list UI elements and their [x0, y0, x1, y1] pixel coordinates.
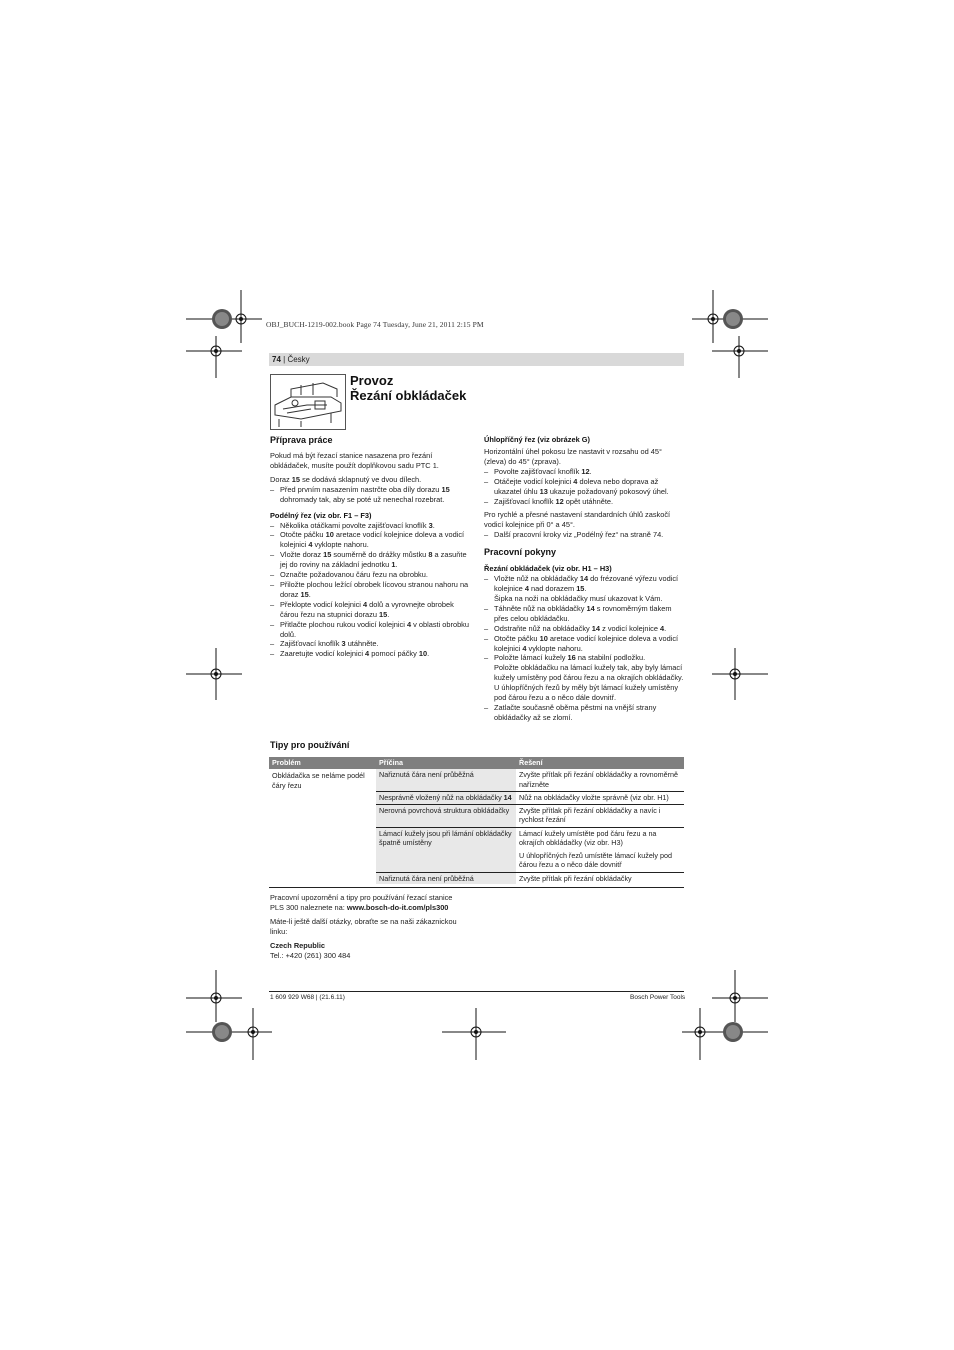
part-number: 15: [300, 589, 309, 599]
column-header-solution: Řešení: [516, 757, 684, 769]
text-fragment: .: [584, 584, 587, 594]
text-fragment: Pracovní upozornění a tipy pro používání řezací stanice PLS 300 naleznete na:: [270, 893, 453, 912]
text-fragment: Položte lámací kužely: [494, 653, 568, 663]
list-item: [270, 580, 470, 600]
page-separator: |: [280, 355, 288, 364]
text-fragment: v oblasti obrobku dolů.: [280, 619, 469, 639]
cause-cell: Nařiznutá čára není průběžná: [376, 769, 516, 792]
part-number: 16: [567, 653, 576, 663]
text-fragment: aretace vodicí kolejnice doleva a vodicí kolejnici: [280, 530, 465, 550]
text-fragment: Přiložte plochou ležící obrobek lícovou stranou nahoru na doraz: [280, 579, 469, 599]
list-item: [270, 639, 470, 649]
part-number: 4: [365, 649, 370, 659]
long-cut-list: [270, 521, 470, 660]
tile-cutting-heading: Řezání obkládaček (viz obr. H1 – H3): [484, 564, 612, 574]
text-fragment: Před prvním nasazením nastrčte oba díly dorazu: [280, 484, 442, 494]
list-item: [270, 600, 470, 620]
part-number: 4: [524, 584, 529, 594]
text-fragment: .: [308, 589, 311, 599]
text-fragment: Doraz: [270, 474, 292, 484]
preparation-list: [270, 485, 470, 505]
text-fragment: do frézované výřezu vodicí kolejnice: [494, 574, 679, 594]
text-fragment: nad dorazem: [528, 584, 577, 594]
solution-cell: Zvyšte přítlak při řezání obkládačky a navíc i rychlost řezání: [516, 804, 684, 827]
text-fragment: dohromady tak, aby se poté už nenechal rozebrat.: [280, 494, 445, 504]
title-line-2: Řezání obkládaček: [350, 388, 467, 403]
text-fragment: Povolte zajišťovací knoflík: [494, 466, 582, 476]
text-fragment: dolů a vyrovnejte obrobek čárou řezu na stupnici dorazu: [280, 599, 454, 619]
right-column: [484, 435, 684, 723]
column-header-cause: Příčina: [376, 757, 516, 769]
list-item: [484, 477, 684, 497]
text-fragment: doleva nebo doprava až ukazatel úhlu: [494, 476, 659, 496]
part-number: 15: [576, 584, 585, 594]
text-fragment: Položte obkládačku na lámací kužely tak, aby byly lámací kužely umístěny pod čárou řezu a na okrajích obkládačky. U úhlopříčných řezů by měly být lámací kužely umístěny pod čárou řezu a o něco dále dovnitř.: [494, 663, 684, 703]
part-number: 4: [362, 599, 368, 609]
text-fragment: ukazuje požadovaný pokosový úhel.: [547, 486, 669, 496]
list-item: [270, 550, 470, 570]
part-number: 4: [308, 540, 313, 550]
tips-table: [269, 757, 684, 884]
part-number: 10: [539, 633, 548, 643]
preparation-paragraph-2: [270, 475, 470, 485]
page-number: 74: [272, 355, 281, 364]
cause-cell: Nařiznutá čára není průběžná: [376, 872, 516, 884]
list-item: [270, 530, 470, 550]
cause-cell: Nerovná povrchová struktura obkládačky: [376, 804, 516, 827]
list-item: – Další pracovní kroky viz „Podélný řez“ na straně 74.: [484, 530, 684, 540]
solution-text: U úhlopříčných řezů umístěte lámací kužely pod čárou řezu a o něco dále dovnitř: [519, 850, 673, 870]
text-fragment: opět utáhněte.: [563, 496, 614, 506]
tips-heading: Tipy pro používání: [270, 740, 350, 750]
text-fragment: Odstraňte nůž na obkládačky: [494, 623, 592, 633]
solution-text: Lámací kužely umístěte pod čáru řezu a na okrajích obkládačky (viz obr. H3): [519, 828, 657, 848]
solution-cell: [516, 827, 684, 872]
part-number: 14: [503, 793, 512, 802]
text-fragment: aretace vodicí kolejnice doleva a vodicí kolejnici: [494, 633, 679, 653]
left-column: [270, 435, 470, 659]
text-fragment: Překlopte vodicí kolejnici: [280, 599, 363, 609]
part-number: 4: [573, 476, 578, 486]
table-header-row: [269, 757, 684, 769]
list-item: [484, 467, 684, 477]
list-item: [484, 604, 684, 624]
list-item: [484, 703, 684, 723]
part-number: 14: [579, 574, 589, 584]
solution-cell: Zvyšte přítlak při řezání obkládačky a rovnoměrně nařízněte: [519, 770, 678, 789]
text-fragment: z vodicí kolejnice: [600, 623, 660, 633]
list-item: [484, 574, 684, 604]
list-item: [270, 620, 470, 640]
text-fragment: .: [427, 649, 430, 659]
part-number: 4: [660, 623, 665, 633]
page-language-label: [272, 355, 310, 364]
text-fragment: Vložte nůž na obkládačky: [494, 574, 580, 584]
text-fragment: Zajišťovací knoflík: [494, 496, 556, 506]
list-item: [484, 497, 684, 507]
list-item: [484, 653, 684, 703]
text-fragment: pomocí páčky: [369, 649, 419, 659]
solution-cell: Zvyšte přítlak při řezání obkládačky: [516, 872, 684, 884]
table-row: [269, 769, 684, 792]
print-header: OBJ_BUCH-1219-002.book Page 74 Tuesday, June 21, 2011 2:15 PM: [266, 320, 484, 329]
page-title: [350, 373, 466, 403]
part-number: 10: [325, 530, 334, 540]
part-number: 15: [291, 474, 301, 484]
text-fragment: .: [664, 623, 667, 633]
text-fragment: Zaaretujte vodicí kolejnici: [280, 649, 366, 659]
text-fragment: .: [589, 466, 592, 476]
part-number: 3: [428, 520, 433, 530]
part-number: 15: [379, 609, 388, 619]
miter-cut-heading: Úhlopříčný řez (viz obrázek G): [484, 435, 590, 444]
list-item: [270, 570, 470, 580]
text-fragment: na stabilní podložku.: [575, 653, 646, 663]
text-fragment: Zajišťovací knoflík: [280, 639, 342, 649]
text-fragment: Nesprávně vložený nůž na obkládačky: [379, 793, 504, 802]
cause-cell: [376, 792, 516, 805]
text-fragment: .: [395, 560, 398, 570]
language-bar: [269, 353, 684, 366]
tile-cutter-icon: [271, 375, 345, 429]
preparation-heading: Příprava práce: [270, 435, 333, 445]
website-link[interactable]: www.bosch-do-it.com/pls300: [346, 902, 449, 912]
preparation-paragraph-1: Pokud má být řezací stanice nasazena pro řezání obkládaček, musíte použít doplňkovou sadu PTC 1.: [270, 451, 439, 470]
text-fragment: s rovnoměrným tlakem přes celou obkládačku.: [494, 603, 672, 623]
list-item: [270, 649, 470, 659]
text-fragment: .: [387, 609, 390, 619]
text-fragment: utáhněte.: [345, 639, 379, 649]
phone-number: Tel.: +420 (261) 300 484: [270, 950, 351, 960]
list-item: [484, 624, 684, 634]
column-header-problem: Problém: [269, 757, 376, 769]
part-number: 15: [441, 484, 450, 494]
part-number: 1: [391, 560, 396, 570]
text-fragment: Táhněte nůž na obkládačky: [494, 603, 587, 613]
text-fragment: a zasuňte jej do roviny na základní jednotku: [280, 550, 467, 570]
part-number: 8: [428, 550, 433, 560]
text-fragment: se dodává sklapnutý ve dvou dílech.: [300, 474, 422, 484]
list-item: [270, 485, 470, 505]
text-fragment: Přitlačte plochou rukou vodicí kolejnici: [280, 619, 407, 629]
list-item: [484, 634, 684, 654]
miter-list-last: [484, 530, 684, 540]
text-fragment: vyklopte nahoru.: [312, 540, 369, 550]
part-number: 3: [341, 639, 346, 649]
miter-paragraph-2: Pro rychlé a přesné nastavení standardních úhlů zaskočí vodicí kolejnice při 0° a 45°.: [484, 510, 671, 530]
text-fragment: Několika otáčkami povolte zajišťovací knoflík: [280, 520, 429, 530]
part-number: 14: [586, 603, 595, 613]
language-name: Česky: [287, 355, 310, 364]
cause-cell: Lámací kužely jsou při lámání obkládačky špatně umístěny: [376, 827, 516, 872]
text-fragment: Zatlačte současně oběma pěstmi na vnější strany obkládačky až se zlomí.: [494, 702, 657, 722]
part-number: 10: [418, 649, 428, 659]
part-number: 13: [539, 486, 548, 496]
part-number: 4: [406, 619, 412, 629]
closing-paragraph-1: [270, 893, 460, 913]
text-fragment: vyklopte nahoru.: [526, 643, 583, 653]
footer-brand: Bosch Power Tools: [630, 994, 686, 1001]
long-cut-heading: Podélný řez (viz obr. F1 – F3): [270, 510, 372, 520]
tool-illustration: [270, 374, 346, 430]
work-instructions-heading: Pracovní pokyny: [484, 547, 557, 558]
text-fragment: .: [432, 520, 435, 530]
part-number: 4: [522, 643, 527, 653]
closing-section: [270, 893, 460, 960]
text-fragment: Otáčejte vodicí kolejnici: [494, 476, 574, 486]
text-fragment: Otočte páčku: [494, 633, 540, 643]
country-name: Czech Republic: [270, 940, 326, 950]
text-fragment: souměrně do drážky můstku: [331, 550, 429, 560]
part-number: 14: [591, 623, 601, 633]
footer-rule: [269, 991, 684, 992]
part-number: 12: [581, 466, 590, 476]
miter-paragraph-1: Horizontální úhel pokosu lze nastavit v rozsahu od 45° (zleva) do 45° (zprava).: [484, 447, 662, 466]
table-bottom-rule: [269, 887, 684, 888]
text-fragment: Otočte páčku: [280, 530, 326, 540]
text-fragment: Šipka na noži na obkládačky musí ukazovat k Vám.: [494, 593, 663, 603]
tile-cutting-list: [484, 574, 684, 723]
list-item: [270, 521, 470, 531]
part-number: 12: [555, 496, 564, 506]
problem-cell: Obkládačka se nelámе podél čáry řezu: [272, 771, 365, 790]
miter-list: [484, 467, 684, 507]
title-line-1: Provoz: [350, 373, 394, 388]
solution-cell: Nůž na obkládačky vložte správně (viz obr. H1): [516, 792, 684, 805]
closing-paragraph-2: Máte-li ještě další otázky, obraťte se na naši zákaznickou linku:: [270, 916, 457, 936]
text-fragment: Označte požadovanou čáru řezu na obrobku.: [280, 570, 428, 580]
part-number: 15: [323, 550, 332, 560]
footer-document-code: 1 609 929 W68 | (21.6.11): [270, 994, 345, 1001]
text-fragment: Vložte doraz: [280, 550, 324, 560]
